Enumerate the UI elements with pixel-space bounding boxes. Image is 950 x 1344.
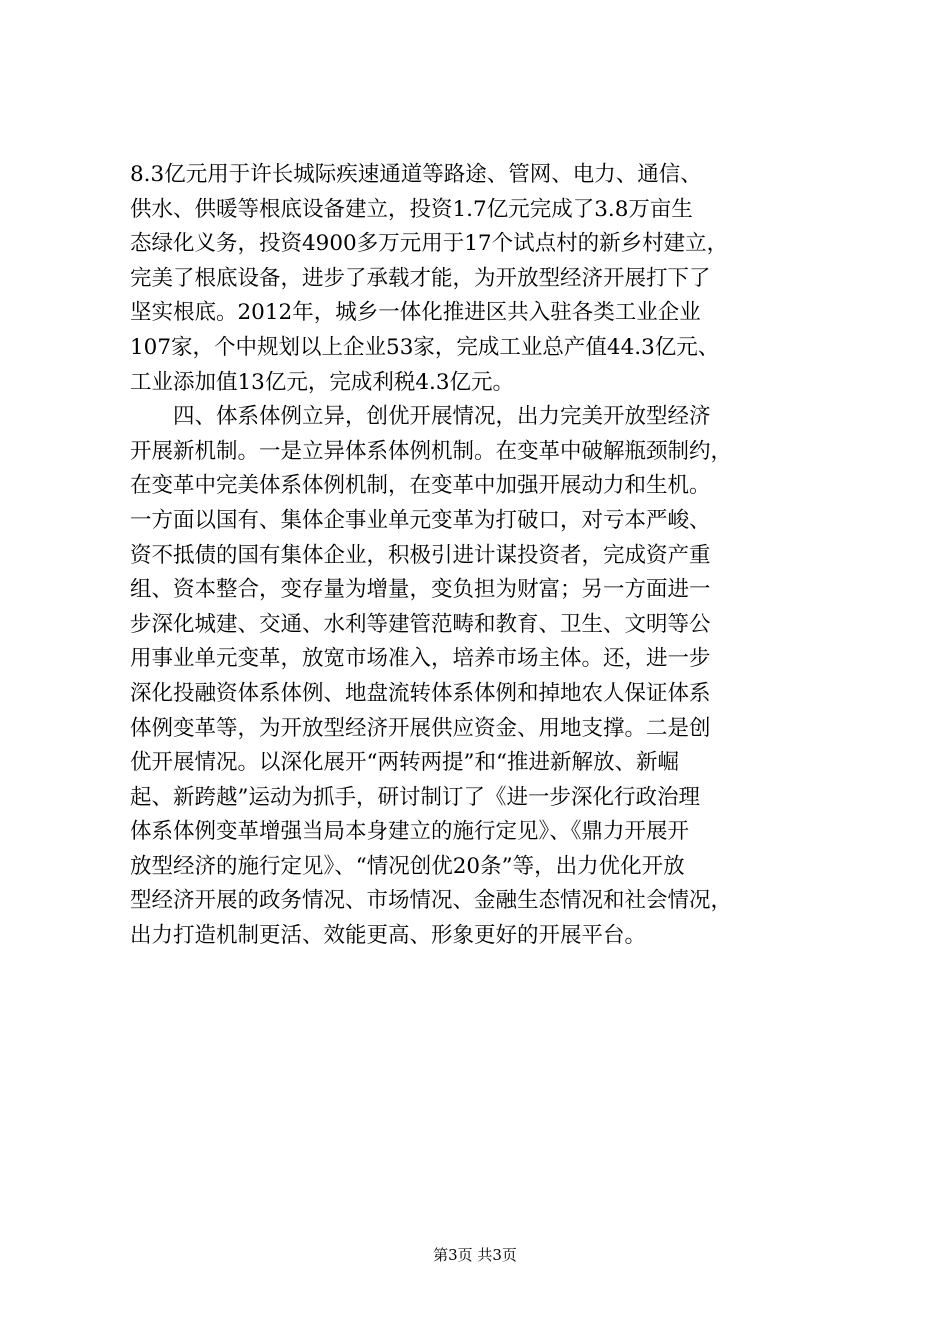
text-line-7: 工业添加值13亿元，完成利税4.3亿元。	[130, 369, 515, 395]
text-line-13: 组、资本整合，变存量为增量，变负担为财富；另一方面进一	[130, 577, 711, 603]
text-line-10: 在变革中完美体系体例机制，在变革中加强开展动力和生机。	[130, 473, 711, 499]
text-line-6: 107家，个中规划以上企业53家，完成工业总产值44.3亿元、	[130, 334, 720, 360]
text-line-8: 四、体系体例立异，创优开展情况，出力完美开放型经济	[130, 404, 711, 430]
text-line-22: 型经济开展的政务情况、市场情况、金融生态情况和社会情况，	[130, 888, 733, 914]
text-line-21: 放型经济的施行定见》、“情况创优20条”等，出力优化开放	[130, 853, 685, 879]
text-line-17: 体例变革等，为开放型经济开展供应资金、用地支撑。二是创	[130, 715, 711, 741]
text-line-11: 一方面以国有、集体企事业单元变革为打破口，对亏本严峻、	[130, 507, 711, 533]
text-line-9: 开展新机制。一是立异体系体例机制。在变革中破解瓶颈制约，	[130, 438, 733, 464]
text-line-14: 步深化城建、交通、水利等建管范畴和教育、卫生、文明等公	[130, 611, 711, 637]
text-line-2: 供水、供暖等根底设备建立，投资1.7亿元完成了3.8万亩生	[130, 196, 693, 222]
text-line-4: 完美了根底设备，进步了承载才能，为开放型经济开展打下了	[130, 265, 711, 291]
text-line-1: 8.3亿元用于许长城际疾速通道等路途、管网、电力、通信、	[130, 162, 702, 187]
text-line-5: 坚实根底。2012年，城乡一体化推进区共入驻各类工业企业	[130, 300, 701, 326]
text-line-23: 出力打造机制更活、效能更高、形象更好的开展平台。	[130, 923, 647, 949]
body-text	[130, 158, 830, 954]
text-line-15: 用事业单元变革，放宽市场准入，培养市场主体。还，进一步	[130, 646, 711, 672]
text-line-3: 态绿化义务，投资4900多万元用于17个试点村的新乡村建立，	[130, 231, 729, 257]
page-footer	[0, 1245, 950, 1265]
text-line-16: 深化投融资体系体例、地盘流转体系体例和掉地农人保证体系	[130, 680, 711, 706]
text-line-19: 起、新跨越”运动为抓手，研讨制订了《进一步深化行政治理	[130, 784, 700, 810]
text-line-18: 优开展情况。以深化展开“两转两提”和“推进新解放、新崛	[130, 750, 679, 776]
text-line-20: 体系体例变革增强当局本身建立的施行定见》、《鼎力开展开	[130, 819, 690, 845]
page-number: 第3页 共3页	[433, 1246, 517, 1264]
text-line-12: 资不抵债的国有集体企业，积极引进计谋投资者，完成资产重	[130, 542, 711, 568]
